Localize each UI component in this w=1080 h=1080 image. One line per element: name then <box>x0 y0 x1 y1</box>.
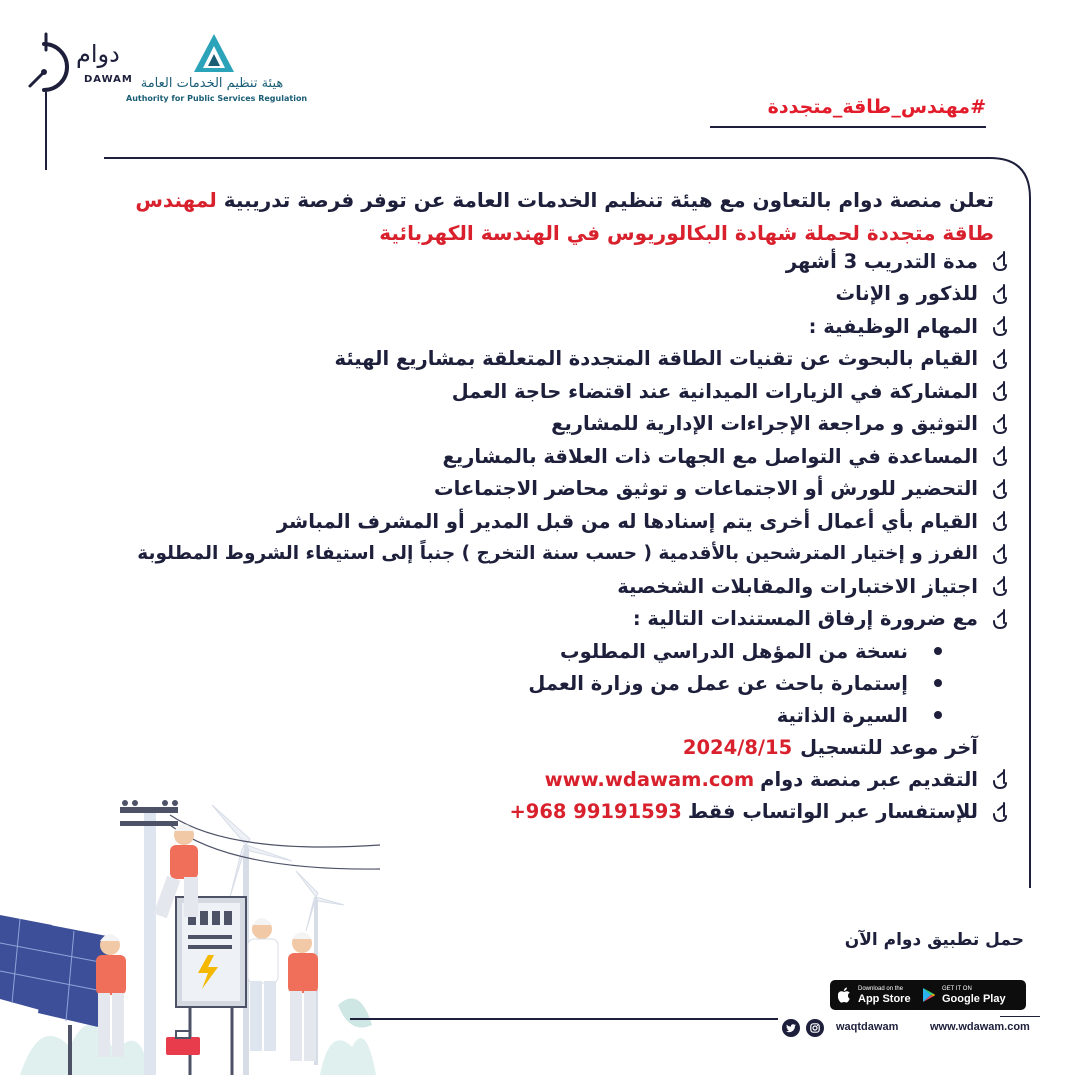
list-item: القيام بالبحوث عن تقنيات الطاقة المتجددة المتعلقة بمشاريع الهيئة <box>108 343 1008 376</box>
apple-icon <box>838 987 852 1003</box>
bullet-dot <box>934 711 942 719</box>
document-item: نسخة من المؤهل الدراسي المطلوب <box>108 635 1008 667</box>
google-play-icon <box>922 987 936 1003</box>
twitter-bird-icon <box>786 1024 796 1033</box>
instagram-icon[interactable] <box>806 1019 824 1037</box>
list-item: القيام بأي أعمال أخرى يتم إسنادها له من قبل المدير أو المشرف المباشر <box>108 505 1008 538</box>
download-app-label: حمل تطبيق دوام الآن <box>844 930 1024 950</box>
renewable-energy-illustration <box>0 785 380 1080</box>
footer-divider-right <box>1000 1016 1040 1017</box>
hook-arrow-icon <box>990 509 1008 533</box>
deadline-line <box>108 731 1008 763</box>
hook-arrow-icon <box>990 249 1008 273</box>
bullet-dot <box>934 647 942 655</box>
authority-logo <box>126 32 306 104</box>
list-item: التوثيق و مراجعة الإجراءات الإدارية للمشاريع <box>108 408 1008 441</box>
apply-url-link[interactable]: www.wdawam.com <box>544 767 755 791</box>
app-store-big-text: App Store <box>858 992 911 1005</box>
hook-arrow-icon <box>990 607 1008 631</box>
hook-arrow-icon <box>990 542 1008 566</box>
app-store-small-text: Download on the <box>858 985 904 992</box>
hook-arrow-icon <box>990 800 1008 824</box>
list-item: مدة التدريب 3 أشهر <box>108 245 1008 278</box>
google-play-button[interactable] <box>914 980 1026 1010</box>
authority-name-arabic: هيئة تنظيم الخدمات العامة <box>140 76 284 91</box>
list-item: التحضير للورش أو الاجتماعات و توثيق محاضر الاجتماعات <box>108 473 1008 506</box>
list-item: المساعدة في التواصل مع الجهات ذات العلاقة بالمشاريع <box>108 440 1008 473</box>
google-play-big-text: Google Play <box>942 992 1006 1005</box>
hook-arrow-icon <box>990 767 1008 791</box>
intro-text: تعلن منصة دوام بالتعاون مع هيئة تنظيم الخدمات العامة عن توفر فرصة تدريبية <box>223 188 994 212</box>
social-handle[interactable]: waqtdawam <box>836 1021 899 1033</box>
intro-paragraph <box>114 184 994 250</box>
inquiry-label: للإستفسار عبر الواتساب فقط <box>687 800 978 824</box>
intro-highlight-specialization: طاقة متجددة لحملة شهادة البكالوريوس في الهندسة الكهربائية <box>379 221 994 245</box>
app-store-button[interactable] <box>830 980 926 1010</box>
details-list <box>108 245 1008 828</box>
dawam-logo-arabic: دوام <box>76 40 120 68</box>
list-item: الفرز و إختيار المترشحين بالأقدمية ( حسب سنة التخرج ) جنباً إلى استيفاء الشروط المطلوبة <box>108 538 1008 571</box>
document-item: السيرة الذاتية <box>108 699 1008 731</box>
list-item: المشاركة في الزيارات الميدانية عند اقتضاء حاجة العمل <box>108 375 1008 408</box>
list-item: المهام الوظيفية : <box>108 310 1008 343</box>
footer-website-link[interactable]: www.wdawam.com <box>930 1021 1030 1033</box>
dawam-logo <box>24 30 133 110</box>
authority-name-english: Authority for Public Services Regulation <box>126 94 308 103</box>
whatsapp-phone-link[interactable]: +968 99191593 <box>509 800 682 824</box>
hook-arrow-icon <box>990 379 1008 403</box>
hook-arrow-icon <box>990 282 1008 306</box>
dawam-logo-english: DAWAM <box>84 74 133 85</box>
hook-arrow-icon <box>990 444 1008 468</box>
bullet-dot <box>934 679 942 687</box>
deadline-label: آخر موعد للتسجيل <box>800 735 978 759</box>
list-item: اجتياز الاختبارات والمقابلات الشخصية <box>108 570 1008 603</box>
hook-arrow-icon <box>990 347 1008 371</box>
authority-logo-mark <box>192 32 236 74</box>
hashtag-underline <box>710 126 986 128</box>
list-item: للذكور و الإناث <box>108 278 1008 311</box>
deadline-date: 2024/8/15 <box>682 735 793 759</box>
apply-label: التقديم عبر منصة دوام <box>760 767 978 791</box>
job-hashtag: #مهندس_طاقة_متجددة <box>767 96 986 118</box>
document-item: إستمارة باحث عن عمل من وزارة العمل <box>108 667 1008 699</box>
intro-highlight-engineer: لمهندس <box>135 188 217 212</box>
footer-divider <box>350 1018 778 1020</box>
instagram-glyph-icon <box>810 1023 820 1033</box>
hook-arrow-icon <box>990 412 1008 436</box>
hook-arrow-icon <box>990 574 1008 598</box>
dawam-logo-mark <box>24 30 74 108</box>
hook-arrow-icon <box>990 314 1008 338</box>
twitter-icon[interactable] <box>782 1019 800 1037</box>
list-item: مع ضرورة إرفاق المستندات التالية : <box>108 603 1008 636</box>
hook-arrow-icon <box>990 477 1008 501</box>
google-play-small-text: GET IT ON <box>942 985 972 992</box>
